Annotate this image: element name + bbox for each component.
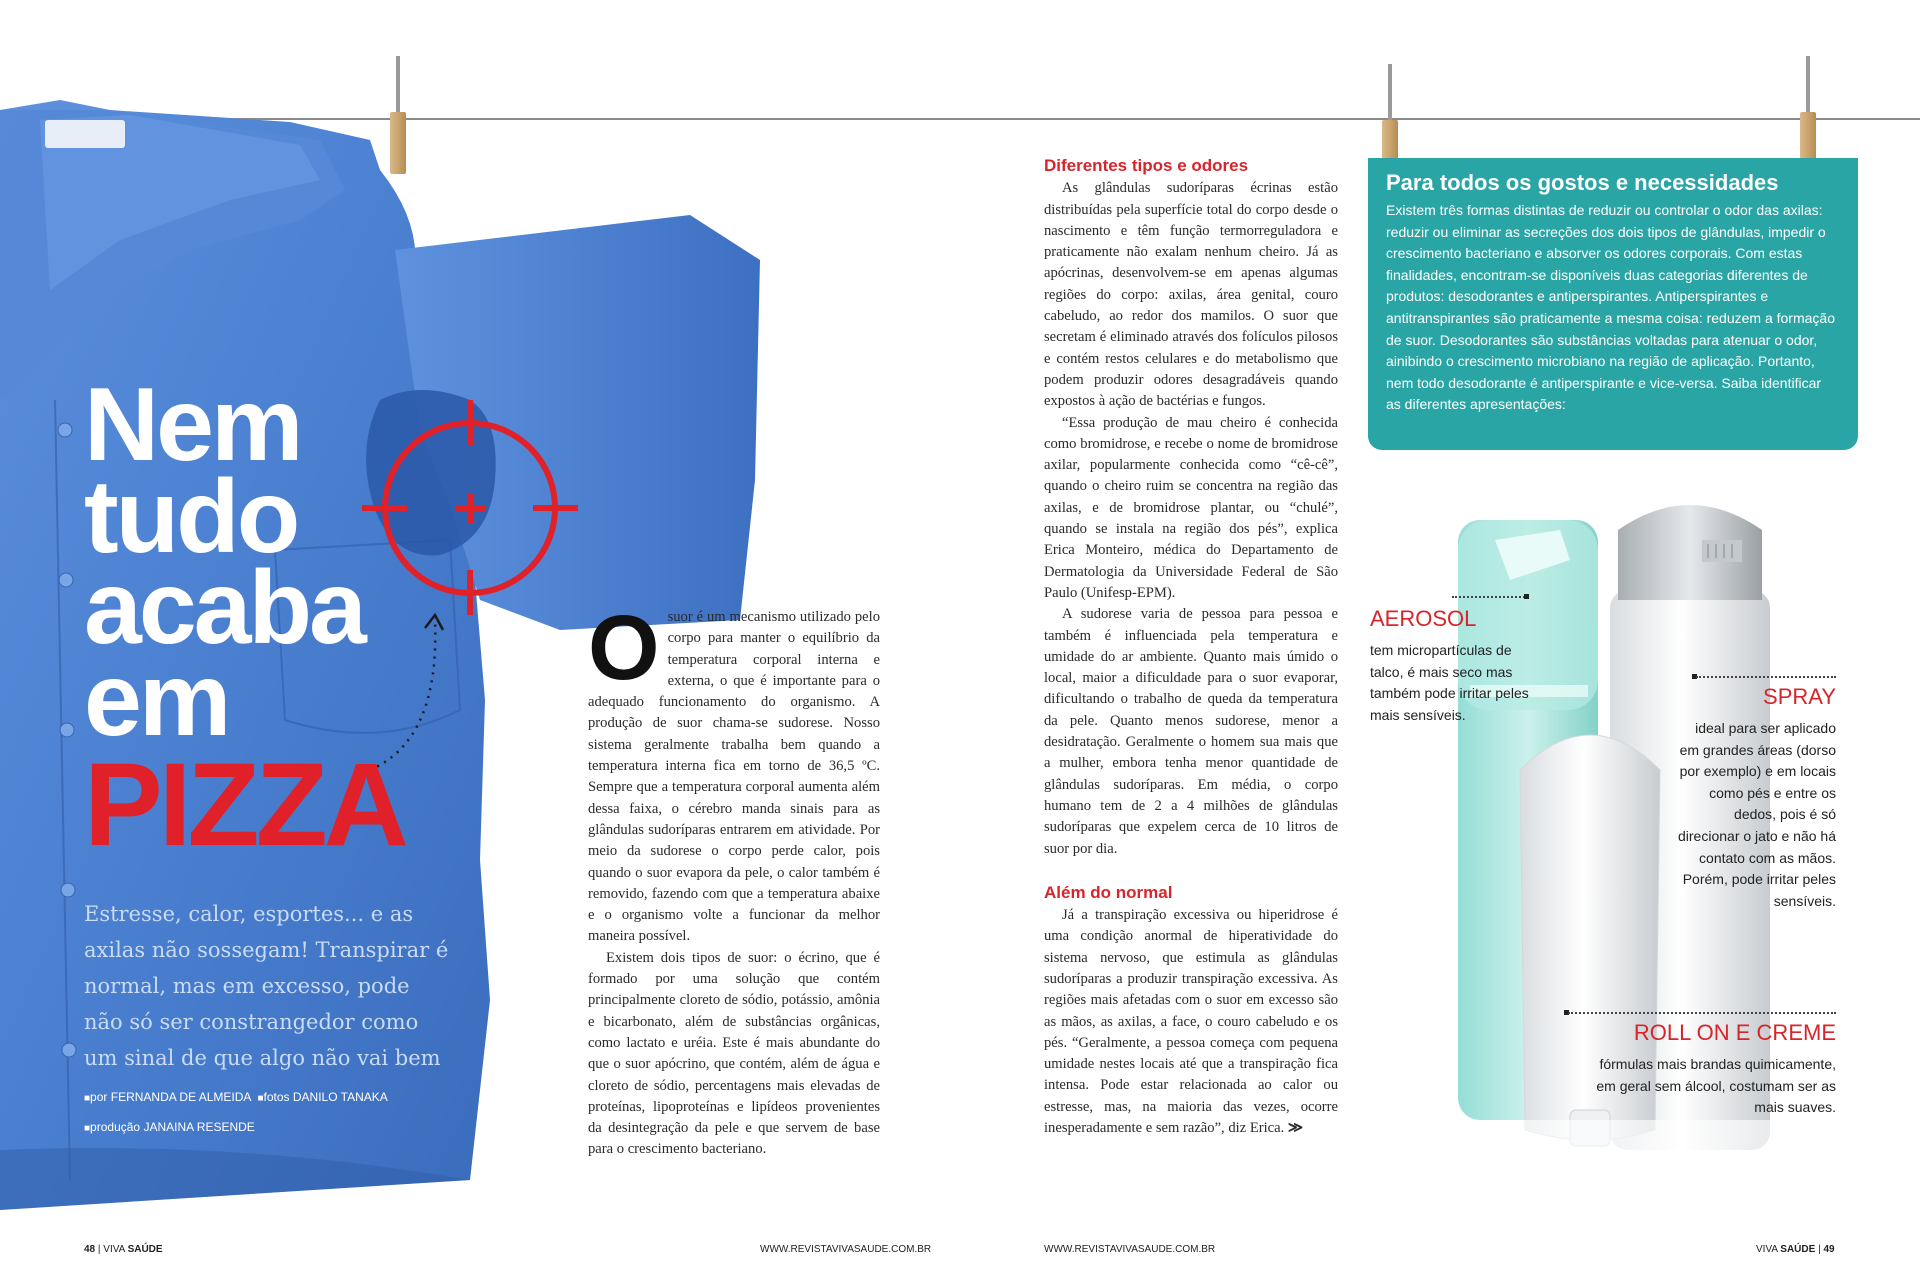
credit-label: por: [90, 1090, 108, 1104]
headline: [84, 367, 544, 872]
page-number: 48: [84, 1244, 96, 1255]
folio-left: 48 | VIVA SAÚDE: [84, 1244, 163, 1255]
drop-cap: O: [588, 597, 660, 699]
headline-word: acaba: [84, 550, 364, 667]
body-paragraph: A sudorese varia de pessoa para pessoa e também é influenciada pela temperatura e umidade do ar ambiente. Quanto mais úmido o local, maior a dificuldade para o suor evaporar, dificultando o trabalho de queda da temperatura da pele. Quanto menos sudorese, menor a desidratação. Geralmente o homem sua mais que a mulher, embora tenha menor quantidade de glândulas sudoríparas. Em média, o corpo humano tem de 2 a 4 milhões de glândulas sudoríparas que expelem cerca de 10 litros de suor por dia.: [1044, 606, 1338, 857]
body-paragraph: Existem dois tipos de suor: o écrino, que é formado por uma solução que contém principalmente cloreto de sódio, potássio, amônia e bicarbonato, além de substâncias orgânicas, como lactato e uréia. Este é mais abundante do que o suor apócrino, que contém, além de água e cloreto de sódio, percentagens mais elevadas de proteínas, lipoproteínas e lipídeos provenientes da desintegração da pele e que servem de base para o crescimento bacteriano.: [588, 949, 880, 1158]
website-right: WWW.REVISTAVIVASAUDE.COM.BR: [1044, 1244, 1216, 1255]
body-column-right: [1044, 155, 1338, 1139]
bullet-square-icon: ■: [257, 1093, 264, 1104]
product-title-spray: SPRAY: [1763, 684, 1836, 709]
clothespin: [1800, 56, 1816, 174]
clothespin: [390, 56, 406, 174]
callout-dot-icon: [1524, 594, 1529, 599]
section-title: Diferentes tipos e odores: [1044, 156, 1249, 175]
callout-line: [1696, 676, 1836, 678]
subhead: Estresse, calor, esportes... e as axilas não sossegam! Transpirar é normal, mas em excesso, pode não só ser constrangedor como um sinal de que algo não vai bem: [84, 902, 449, 1070]
product-title-rollon: ROLL ON E CREME: [1633, 1020, 1836, 1045]
bullet-square-icon: ■: [84, 1123, 91, 1134]
product-desc-spray: ideal para ser aplicado em grandes áreas (dorso por exemplo) e em locais como pés e entre os dedos, pois é só direcionar o jato e não há contato com as mãos. Porém, pode irritar peles sensíveis.: [1678, 720, 1836, 909]
credit-photographer: DANILO TANAKA: [292, 1090, 388, 1104]
section-title: Além do normal: [1044, 882, 1173, 902]
callout-line: [1568, 1012, 1836, 1014]
product-desc-aerosol: tem micropartículas de talco, é mais seco mas também pode irritar peles mais sensíveis.: [1370, 642, 1529, 723]
folio-right: VIVA SAÚDE | 49: [1756, 1244, 1835, 1255]
page-number: 49: [1823, 1244, 1835, 1255]
body-paragraph: As glândulas sudoríparas écrinas estão distribuídas pela superfície total do corpo desde o nascimento e têm função termorreguladora e praticamente não exalam nenhum cheiro. Já as apócrinas, desenvolvem-se em apenas algumas regiões do corpo: axilas, área genital, couro cabeludo, ao redor dos mamilos. O suor que secretam é eliminado através dos folículos pilosos e contém restos celulares e do metabolismo que podem produzir odores desagradáveis quando expostos à ação de bactérias e fungos.: [1044, 180, 1338, 410]
credits: [84, 1083, 464, 1143]
sidebar-box: [1368, 158, 1858, 450]
callout-line: [1452, 596, 1528, 598]
bullet-square-icon: ■: [84, 1093, 91, 1104]
product-desc-rollon: fórmulas mais brandas quimicamente, em geral sem álcool, costumam ser as mais suaves.: [1596, 1056, 1836, 1116]
body-paragraph: Osuor é um mecanismo utilizado pelo corpo para manter o equilíbrio da temperatura corporal interna e externa, o que é importante para o adequado funcionamento do organismo. A produção de suor chama-se sudorese. Nosso sistema geralmente trabalha bem quando a temperatura interna fica em torno de 36,5 ºC. Sempre que a temperatura corporal aumenta além dessa faixa, o cérebro manda sinais para as glândulas sudoríparas entrarem em atividade. Por meio da sudorese o corpo perde calor, pois quando o suor evapora da pele, o calor também é removido, fazendo com que a temperatura abaixe e o organismo volte a funcionar da melhor maneira possível.: [588, 597, 880, 945]
credit-label: produção: [90, 1120, 141, 1134]
credit-label: fotos: [263, 1090, 290, 1104]
headline-word: em: [84, 641, 229, 758]
credit-producer: JANAINA RESENDE: [143, 1120, 255, 1134]
body-column-left: [588, 597, 880, 1161]
headline-word: Nem: [84, 367, 301, 483]
body-paragraph: Já a transpiração excessiva ou hiperidrose é uma condição anormal de hiperatividade do sistema nervoso, que estimula as glândulas sudoríparas a produzir transpiração excessiva. As regiões mais afetadas com o suor em excesso são as mãos, as axilas, a face, o couro cabeludo e os pés. “Geralmente, a pessoa começa com pequena umidade nestes locais até que a transpiração fica intensa. Pode estar relacionada ao calor ou estresse, mas, na maioria das vezes, ocorre inesperadamente e sem razão”, diz Erica. ≫: [1044, 907, 1338, 1137]
credit-author: FERNANDA DE ALMEIDA: [110, 1090, 251, 1104]
headline-emphasis: PIZZA: [84, 739, 405, 872]
continue-mark: ≫: [1287, 1120, 1304, 1137]
headline-word: tudo: [84, 458, 298, 575]
sidebar-title: Para todos os gostos e necessidades: [1386, 170, 1779, 195]
website-left: WWW.REVISTAVIVASAUDE.COM.BR: [760, 1244, 932, 1255]
product-title-aerosol: AEROSOL: [1370, 606, 1477, 631]
sidebar-text: Existem três formas distintas de reduzir ou controlar o odor das axilas: reduzir ou eliminar as secreções dos dois tipos de glândulas, impedir o crescimento bacteriano e absorver os odores corporais. Com estas finalidades, encontram-se disponíveis duas categorias diferentes de produtos: desodorantes e antiperspirantes. Antiperspirantes e antitranspirantes são praticamente a mesma coisa: reduzem a formação de suor. Desodorantes são substâncias voltadas para atenuar o odor, ainibindo o crescimento microbiano na região de aplicação. Portanto, nem todo desodorante é antiperspirante e vice-versa. Saiba identificar as diferentes apresentações:: [1386, 202, 1835, 413]
body-paragraph: “Essa produção de mau cheiro é conhecida como bromidrose, e recebe o nome de bromidrose axilar, popularmente conhecida como “cê-cê”, quando o cheiro ruim se concentra na região das axilas, e de bromidrose plantar, ou “chulé”, quando se instala na região dos pés”, explica Erica Monteiro, médica do Departamento de Dermatologia da Universidade Federal de São Paulo (Unifesp-EPM).: [1044, 414, 1338, 601]
